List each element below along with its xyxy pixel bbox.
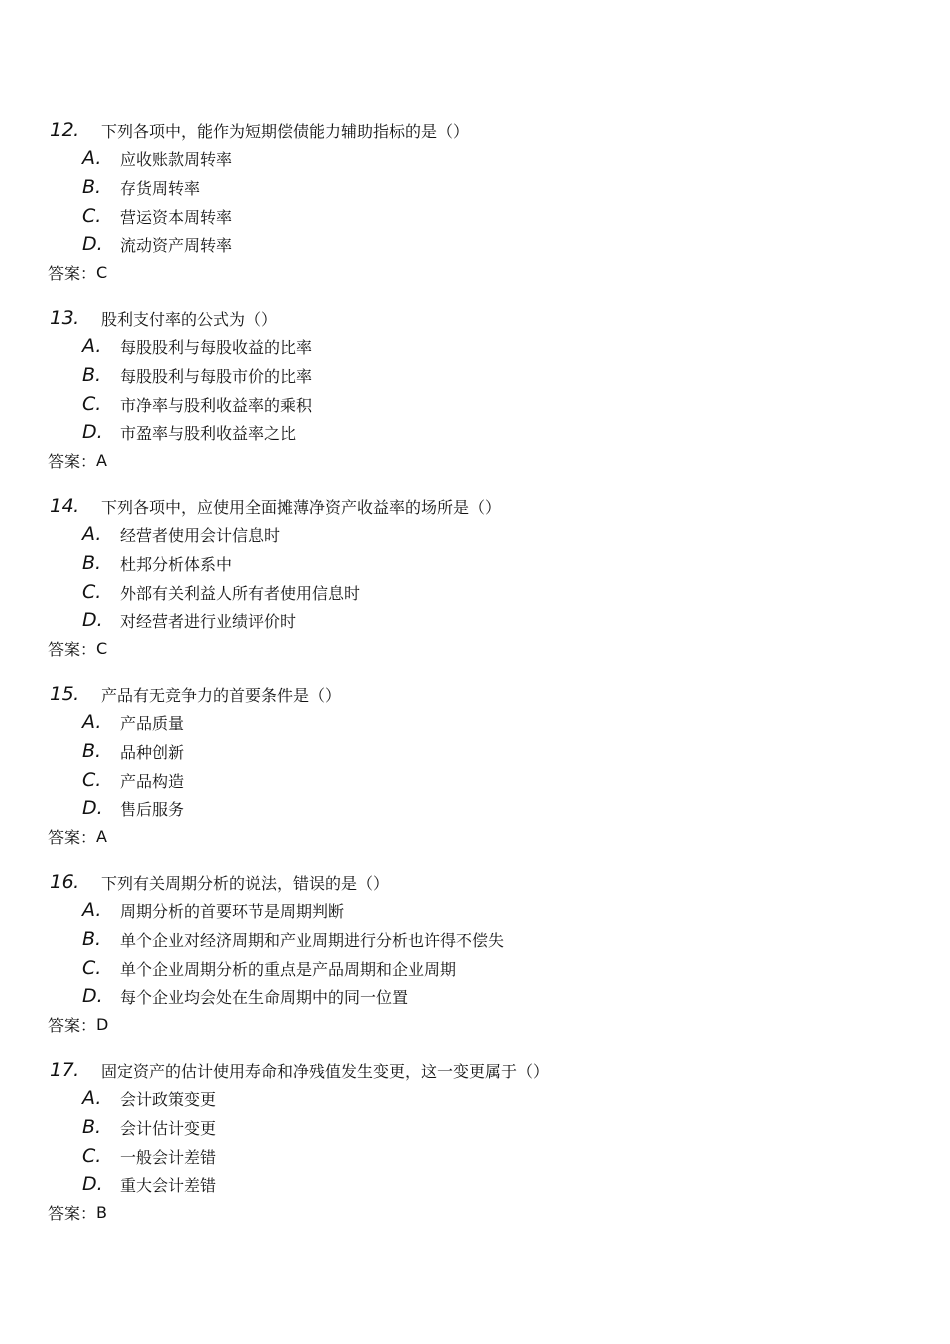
option-text: 应收账款周转率 — [120, 149, 233, 169]
answer-label: 答案： — [48, 827, 97, 847]
option-c — [82, 954, 456, 982]
option-text: 营运资本周转率 — [120, 207, 233, 227]
option-letter: C. — [82, 205, 102, 227]
option-text: 产品质量 — [120, 713, 185, 733]
option-letter: B. — [82, 552, 102, 574]
option-d — [82, 1170, 216, 1198]
option-text: 会计估计变更 — [120, 1118, 217, 1138]
answer-line — [48, 1198, 107, 1226]
option-letter: C. — [82, 581, 102, 603]
answer-value: B — [96, 1202, 107, 1222]
option-text: 经营者使用会计信息时 — [120, 525, 281, 545]
option-text: 售后服务 — [120, 799, 185, 819]
option-text: 市盈率与股利收益率之比 — [120, 423, 297, 443]
question-17 — [0, 1056, 950, 1244]
option-text: 产品构造 — [120, 771, 185, 791]
question-list — [0, 116, 950, 1244]
option-text: 外部有关利益人所有者使用信息时 — [120, 583, 361, 603]
question-text: 下列各项中，能作为短期偿债能力辅助指标的是（） — [101, 121, 470, 141]
option-text: 单个企业对经济周期和产业周期进行分析也许得不偿失 — [120, 930, 505, 950]
option-text: 会计政策变更 — [120, 1089, 217, 1109]
option-letter: A. — [82, 1087, 102, 1109]
option-letter: C. — [82, 1145, 102, 1167]
option-text: 存货周转率 — [120, 178, 201, 198]
option-letter: D. — [82, 609, 103, 631]
answer-label: 答案： — [48, 451, 97, 471]
question-number: 12. — [50, 119, 79, 141]
option-text: 市净率与股利收益率的乘积 — [120, 395, 313, 415]
option-letter: C. — [82, 957, 102, 979]
answer-line — [48, 446, 107, 474]
option-a — [82, 332, 312, 360]
question-stem — [50, 1056, 549, 1084]
question-number: 16. — [50, 871, 79, 893]
option-letter: A. — [82, 335, 102, 357]
option-letter: B. — [82, 740, 102, 762]
option-b — [82, 1113, 216, 1141]
question-16 — [0, 868, 950, 1056]
question-12 — [0, 116, 950, 304]
question-text: 股利支付率的公式为（） — [101, 309, 278, 329]
option-d — [82, 982, 408, 1010]
option-letter: A. — [82, 147, 102, 169]
option-b — [82, 549, 232, 577]
option-text: 每股股利与每股收益的比率 — [120, 337, 313, 357]
option-letter: C. — [82, 393, 102, 415]
option-b — [82, 361, 312, 389]
option-b — [82, 173, 200, 201]
option-d — [82, 606, 296, 634]
option-text: 周期分析的首要环节是周期判断 — [120, 901, 345, 921]
question-stem — [50, 304, 277, 332]
option-letter: D. — [82, 233, 103, 255]
option-letter: D. — [82, 797, 103, 819]
question-text: 下列有关周期分析的说法，错误的是（） — [101, 873, 390, 893]
answer-value: A — [96, 450, 107, 470]
option-text: 重大会计差错 — [120, 1175, 217, 1195]
question-13 — [0, 304, 950, 492]
option-letter: B. — [82, 176, 102, 198]
option-letter: C. — [82, 769, 102, 791]
question-15 — [0, 680, 950, 868]
question-number: 14. — [50, 495, 79, 517]
option-text: 流动资产周转率 — [120, 235, 233, 255]
option-text: 品种创新 — [120, 742, 185, 762]
question-number: 17. — [50, 1059, 79, 1081]
option-d — [82, 794, 184, 822]
question-text: 产品有无竞争力的首要条件是（） — [101, 685, 342, 705]
option-d — [82, 418, 296, 446]
answer-label: 答案： — [48, 1015, 97, 1035]
question-number: 15. — [50, 683, 79, 705]
option-letter: B. — [82, 364, 102, 386]
option-letter: D. — [82, 421, 103, 443]
question-stem — [50, 868, 389, 896]
option-letter: B. — [82, 1116, 102, 1138]
answer-value: A — [96, 826, 107, 846]
question-stem — [50, 116, 469, 144]
option-c — [82, 390, 312, 418]
option-b — [82, 925, 504, 953]
option-letter: B. — [82, 928, 102, 950]
option-letter: D. — [82, 985, 103, 1007]
option-a — [82, 520, 280, 548]
question-text: 下列各项中，应使用全面摊薄净资产收益率的场所是（） — [101, 497, 502, 517]
option-c — [82, 202, 232, 230]
option-letter: A. — [82, 899, 102, 921]
option-text: 对经营者进行业绩评价时 — [120, 611, 297, 631]
option-letter: A. — [82, 523, 102, 545]
answer-value: C — [96, 638, 108, 658]
answer-line — [48, 258, 107, 286]
question-number: 13. — [50, 307, 79, 329]
option-b — [82, 737, 184, 765]
option-c — [82, 766, 184, 794]
answer-line — [48, 1010, 108, 1038]
option-text: 每个企业均会处在生命周期中的同一位置 — [120, 987, 409, 1007]
answer-value: C — [96, 262, 108, 282]
option-a — [82, 708, 184, 736]
option-a — [82, 896, 344, 924]
option-letter: A. — [82, 711, 102, 733]
answer-line — [48, 822, 107, 850]
option-a — [82, 144, 232, 172]
option-text: 杜邦分析体系中 — [120, 554, 233, 574]
option-d — [82, 230, 232, 258]
question-text: 固定资产的估计使用寿命和净残值发生变更，这一变更属于（） — [101, 1061, 550, 1081]
option-a — [82, 1084, 216, 1112]
answer-label: 答案： — [48, 1203, 97, 1223]
option-text: 每股股利与每股市价的比率 — [120, 366, 313, 386]
option-text: 一般会计差错 — [120, 1147, 217, 1167]
answer-label: 答案： — [48, 639, 97, 659]
option-c — [82, 1142, 216, 1170]
answer-line — [48, 634, 107, 662]
question-14 — [0, 492, 950, 680]
answer-value: D — [96, 1014, 109, 1034]
option-c — [82, 578, 360, 606]
answer-label: 答案： — [48, 263, 97, 283]
question-stem — [50, 492, 501, 520]
option-text: 单个企业周期分析的重点是产品周期和企业周期 — [120, 959, 457, 979]
option-letter: D. — [82, 1173, 103, 1195]
question-stem — [50, 680, 341, 708]
